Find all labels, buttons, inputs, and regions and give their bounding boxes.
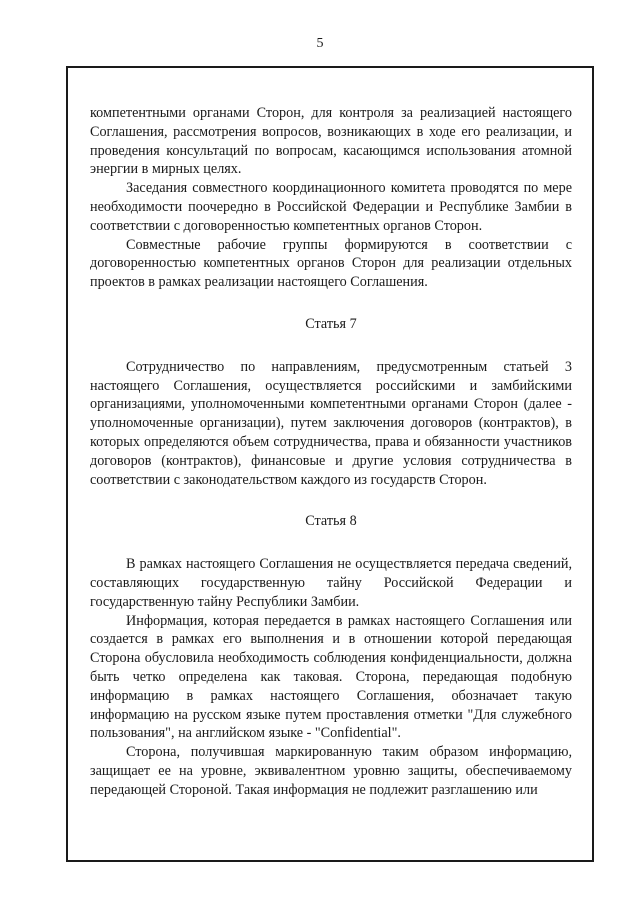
paragraph-working-groups: Совместные рабочие группы формируются в соответствии с договоренностью компетентных органов Сторон для реализации отдельных проектов в рамках реализации настоящего Соглашения. [90,236,572,291]
article-8-heading: Статья 8 [305,513,357,530]
paragraph-committee-meetings: Заседания совместного координационного комитета проводятся по мере необходимости поочередно в Российской Федерации и Республике Замбии в соответствии с договоренностью компетентных органов Сторон. [90,180,572,234]
page-number: 5 [316,36,324,51]
document-body [90,104,572,800]
article-7-heading: Статья 7 [305,315,357,332]
article-8-paragraph-1: В рамках настоящего Соглашения не осуществляется передача сведений, составляющих государственную тайну Российской Федерации и государственную тайну Республики Замбии. [90,556,572,610]
article-8-paragraph-2: Информация, которая передается в рамках настоящего Соглашения или создается в рамках его выполнения и в отношении которой передающая Сторона обусловила необходимость соблюдения конфиденциальности, должна быть четко определена как таковая. Сторона, передающая подобную информацию в рамках настоящего Соглашения, обозначает такую информацию на русском языке путем проставления отметки "Для служебного пользования", на английском языке - "Confidential". [90,612,572,742]
article-7-paragraph: Сотрудничество по направлениям, предусмотренным статьей 3 настоящего Соглашения, осуществляется российскими и замбийскими организациями, уполномоченными компетентными органами Сторон (далее - уполномоченные организации), путем заключения договоров (контрактов), в которых определяются объем сотрудничества, права и обязанности участников договоров (контрактов), финансовые и другие условия сотрудничества в соответствии с законодательством каждого из государств Сторон. [90,358,572,488]
paragraph-continuation: компетентными органами Сторон, для контроля за реализацией настоящего Соглашения, рассмотрения вопросов, возникающих в ходе его реализации, и проведения консультаций по вопросам, касающимся использования атомной энергии в мирных целях. [90,105,572,178]
article-8-paragraph-3: Сторона, получившая маркированную таким образом информацию, защищает ее на уровне, эквивалентном уровню защиты, обеспечиваемому передающей Стороной. Такая информация не подлежит разглашению или [90,744,572,798]
